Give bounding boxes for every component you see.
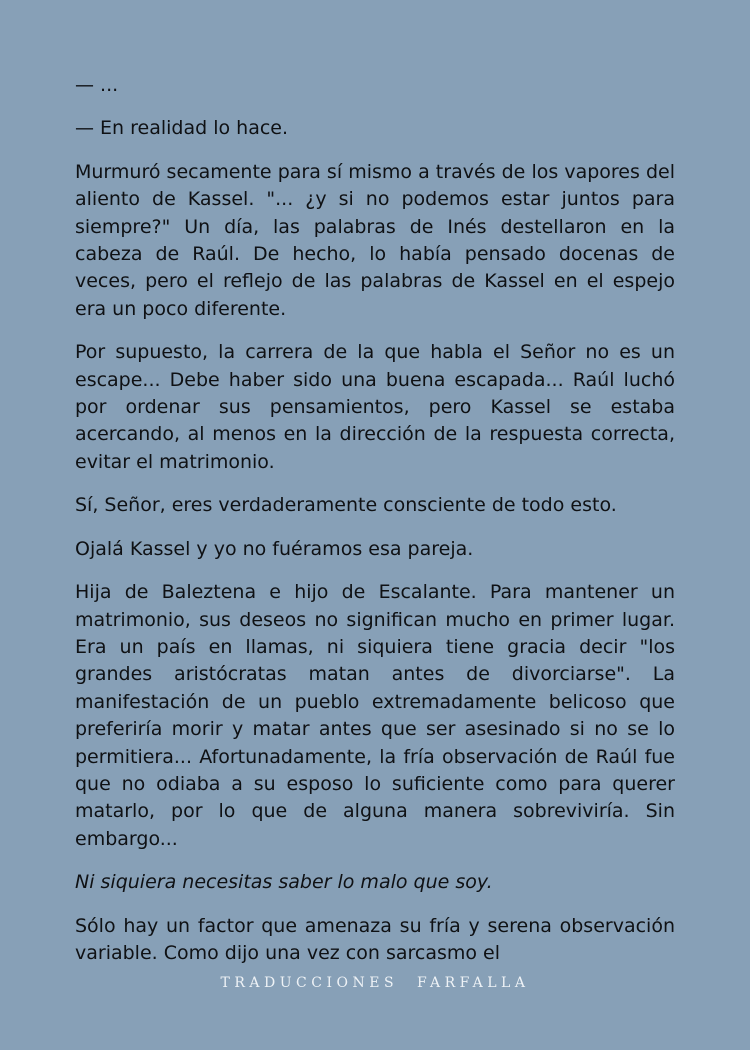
paragraph-9: Sólo hay un factor que amenaza su fría y serena observación variable. Como dijo una vez con sarcasmo el: [75, 914, 675, 964]
paragraph-2: — En realidad lo hace.: [75, 117, 289, 140]
footer-credit: TRADUCCIONES FARFALLA: [220, 975, 530, 991]
paragraph-7: Hija de Baleztena e hijo de Escalante. Para mantener un matrimonio, sus deseos no significan mucho en primer lugar. Era un país en llamas, ni siquiera tiene gracia decir "los grandes aristócratas matan antes de divorciarse". La manifestación de un pueblo extremadamente belicoso que preferiría morir y matar antes que ser asesinado si no se lo permitiera... Afortunadamente, la fría observación de Raúl fue que no odiaba a su esposo lo suficiente como para querer matarlo, por lo que de alguna manera sobreviviría. Sin embargo...: [75, 581, 675, 850]
paragraph-4: Por supuesto, la carrera de la que habla el Señor no es un escape... Debe haber sido una buena escapada... Raúl luchó por ordenar sus pensamientos, pero Kassel se estaba acercando, al menos en la dirección de la respuesta correcta, evitar el matrimonio.: [75, 341, 675, 473]
paragraph-1: — ...: [75, 74, 119, 96]
document-body: [75, 72, 675, 967]
paragraph-6: Ojalá Kassel y yo no fuéramos esa pareja.: [75, 537, 474, 560]
paragraph-3: Murmuró secamente para sí mismo a través de los vapores del aliento de Kassel. "... ¿y si no podemos estar juntos para siempre?" Un día, las palabras de Inés destellaron en la cabeza de Raúl. De hecho, lo había pensado docenas de veces, pero el reflejo de las palabras de Kassel en el espejo era un poco diferente.: [75, 160, 675, 320]
paragraph-5: Sí, Señor, eres verdaderamente consciente de todo esto.: [75, 494, 617, 517]
paragraph-8-italic-thought: Ni siquiera necesitas saber lo malo que soy.: [75, 871, 493, 894]
